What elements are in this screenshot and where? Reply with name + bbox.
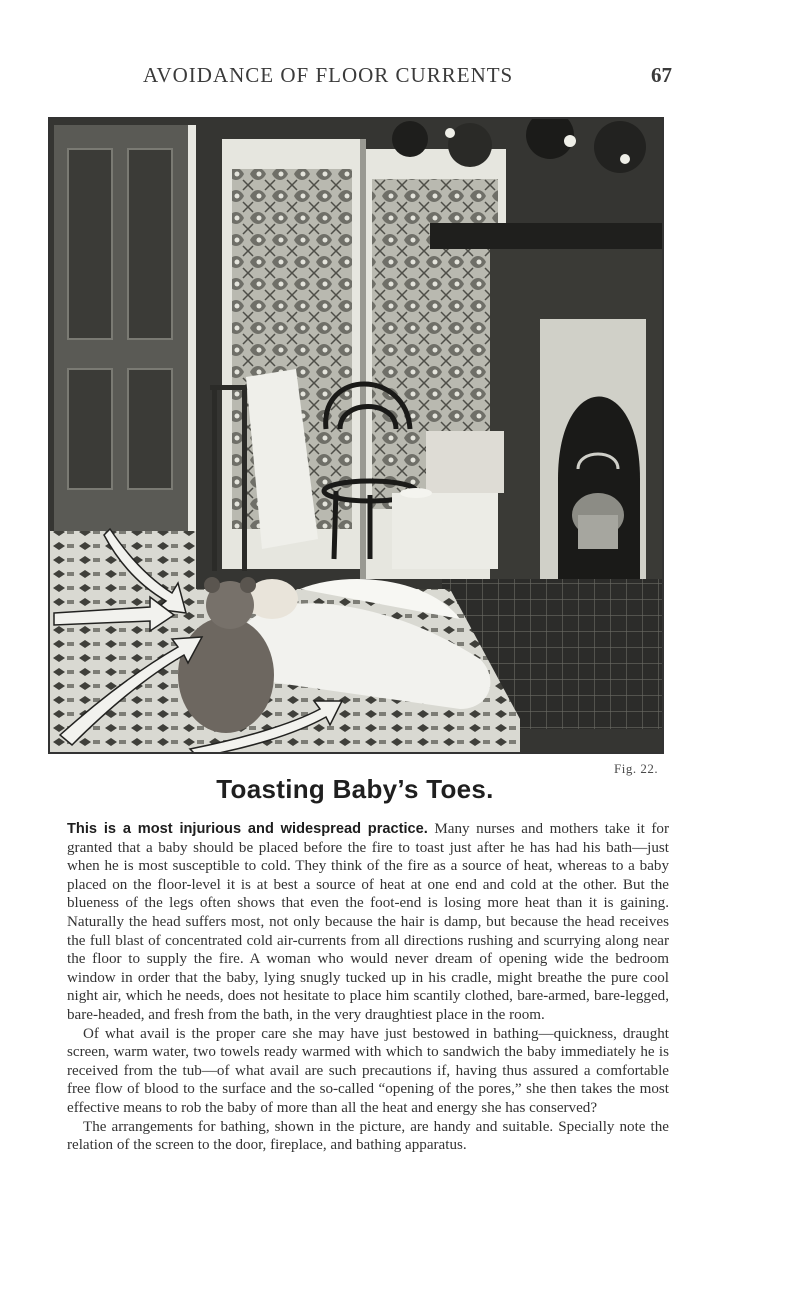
paragraph-lead-in: This is a most injurious and widespread practice.	[67, 821, 428, 837]
paragraph-3: The arrangements for bathing, shown in the picture, are handy and suitable. Specially note the relation of the screen to the door, fireplace, and bathing apparatus.	[67, 1118, 669, 1154]
paragraph-1	[67, 820, 669, 1025]
photograph	[48, 117, 664, 754]
paragraph-2: Of what avail is the proper care she may have just bestowed in bathing—quickness, draught screen, warm water, two towels ready warmed with which to sandwich the baby immediately he is received from the tub—of what avail are such precautions if, having thus assured a comfortable free flow of blood to the surface and the so-called “opening of the pores,” she then takes the most effective means to rob the baby of more than all the heat and energy she has conserved?	[67, 1025, 669, 1116]
door	[54, 125, 196, 595]
body-text	[67, 820, 669, 1155]
running-header	[143, 62, 672, 88]
figure-caption: Toasting Baby’s Toes.	[216, 774, 494, 804]
paragraph-1-text: Many nurses and mothers take it for granted that a baby should be placed before the fire to toast just after he has had his bath—just when he is most susceptible to cold. They think of the fire as a source of heat, whereas to a baby placed on the floor-level it is at best a source of heat at one end and cold at the other. But the blueness of the legs often shows that even the foot-end is losing more heat than it is gaining. Naturally the head suffers most, not only because the hair is damp, but because the head receives the full blast of concentrated cold air-currents from all directions rushing and scurrying along near the floor to supply the fire. A woman who would never dream of opening wide the bedroom window in order that the baby, lying snugly tucked up in his cradle, might breathe the pure cool night air, which he needs, does not hesitate to place him scantily clothed, bare-armed, bare-legged, bare-headed, and fresh from the bath, in the very draughtiest place in the room.	[67, 821, 669, 1023]
figure-number: Fig. 22.	[614, 761, 659, 776]
running-title: AVOIDANCE OF FLOOR CURRENTS	[143, 62, 514, 87]
page-number: 67	[651, 62, 672, 87]
